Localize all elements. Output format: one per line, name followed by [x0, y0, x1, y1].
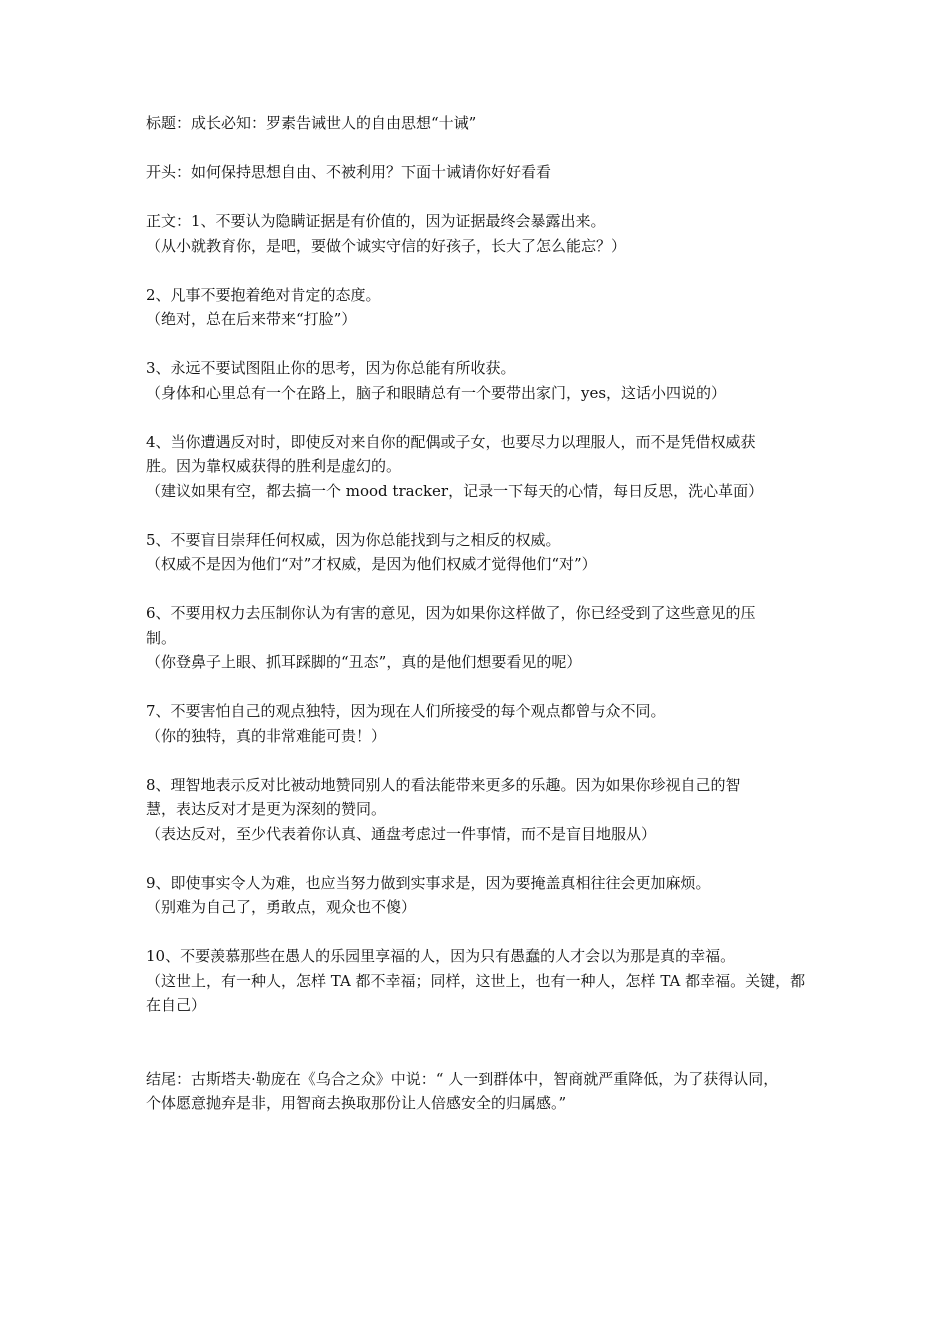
opening-paragraph	[146, 160, 820, 185]
item-8-line-cont: 慧，表达反对才是更为深刻的赞同。	[146, 800, 387, 818]
item-6-line: 6、不要用权力去压制你认为有害的意见，因为如果你这样做了，你已经受到了这些意见的压	[146, 604, 756, 622]
item-10-line: 10、不要羡慕那些在愚人的乐园里享福的人，因为只有愚蠢的人才会以为那是真的幸福。	[146, 947, 736, 965]
item-9-paragraph	[146, 871, 820, 920]
item-2-line: 2、凡事不要抱着绝对肯定的态度。	[146, 285, 381, 304]
item-7-paragraph	[146, 699, 820, 748]
ending-line: 结尾：古斯塔夫·勒庞在《乌合之众》中说：“ 人一到群体中，智商就严重降低，为了获得认同，	[146, 1069, 779, 1088]
item-4-paragraph	[146, 430, 820, 504]
item-2-paragraph	[146, 283, 820, 332]
item-5-line: 5、不要盲目崇拜任何权威，因为你总能找到与之相反的权威。	[146, 530, 561, 549]
item-6-comment: （你登鼻子上眼、抓耳踩脚的“丑态”，真的是他们想要看见的呢）	[146, 653, 582, 671]
item-1-paragraph	[146, 209, 820, 258]
item-3-line: 3、永远不要试图阻止你的思考，因为你总能有所收获。	[146, 359, 516, 377]
item-8-line: 8、理智地表示反对比被动地赞同别人的看法能带来更多的乐趣。因为如果你珍视自己的智	[146, 775, 741, 794]
item-9-line: 9、即使事实令人为难，也应当努力做到实事求是，因为要掩盖真相往往会更加麻烦。	[146, 873, 711, 892]
opening-line: 开头：如何保持思想自由、不被利用？下面十诫请你好好看看	[146, 163, 552, 181]
item-4-line-cont: 胜。因为靠权威获得的胜利是虚幻的。	[146, 457, 402, 475]
item-6-paragraph	[146, 601, 820, 675]
item-10-comment-cont: 在自己）	[146, 996, 207, 1014]
item-4-comment: （建议如果有空，都去搞一个 mood tracker，记录一下每天的心情，每日反思，洗心革面）	[146, 481, 764, 500]
title-line: 标题：成长必知：罗素告诫世人的自由思想“十诫”	[146, 114, 477, 132]
item-3-paragraph	[146, 356, 820, 405]
item-10-paragraph	[146, 944, 820, 1018]
item-5-comment: （权威不是因为他们“对”才权威，是因为他们权威才觉得他们“对”）	[146, 555, 597, 573]
item-7-comment: （你的独特，真的非常难能可贵！）	[146, 726, 387, 745]
item-8-paragraph	[146, 773, 820, 847]
item-7-line: 7、不要害怕自己的观点独特，因为现在人们所接受的每个观点都曾与众不同。	[146, 702, 666, 720]
item-4-line: 4、当你遭遇反对时，即使反对来自你的配偶或子女，也要尽力以理服人，而不是凭借权威获	[146, 432, 756, 451]
title-paragraph	[146, 111, 820, 136]
item-10-comment: （这世上，有一种人，怎样 TA 都不幸福；同样，这世上，也有一种人，怎样 TA 都幸福。关键，都	[146, 971, 806, 990]
item-1-comment: （从小就教育你，是吧，要做个诚实守信的好孩子，长大了怎么能忘？）	[146, 236, 627, 255]
item-5-paragraph	[146, 528, 820, 577]
ending-line-cont: 个体愿意抛弃是非，用智商去换取那份让人倍感安全的归属感。”	[146, 1094, 567, 1112]
item-9-comment: （别难为自己了，勇敢点，观众也不傻）	[146, 898, 417, 916]
body-intro-line: 正文：1、不要认为隐瞒证据是有价值的，因为证据最终会暴露出来。	[146, 212, 606, 230]
item-8-comment: （表达反对，至少代表着你认真、通盘考虑过一件事情，而不是盲目地服从）	[146, 824, 657, 843]
item-3-comment: （身体和心里总有一个在路上，脑子和眼睛总有一个要带出家门，yes，这话小四说的）	[146, 383, 727, 402]
item-6-line-cont: 制。	[146, 628, 177, 647]
ending-paragraph	[146, 1067, 820, 1116]
document-page	[146, 111, 820, 1116]
item-2-comment: （绝对，总在后来带来“打脸”）	[146, 310, 357, 328]
